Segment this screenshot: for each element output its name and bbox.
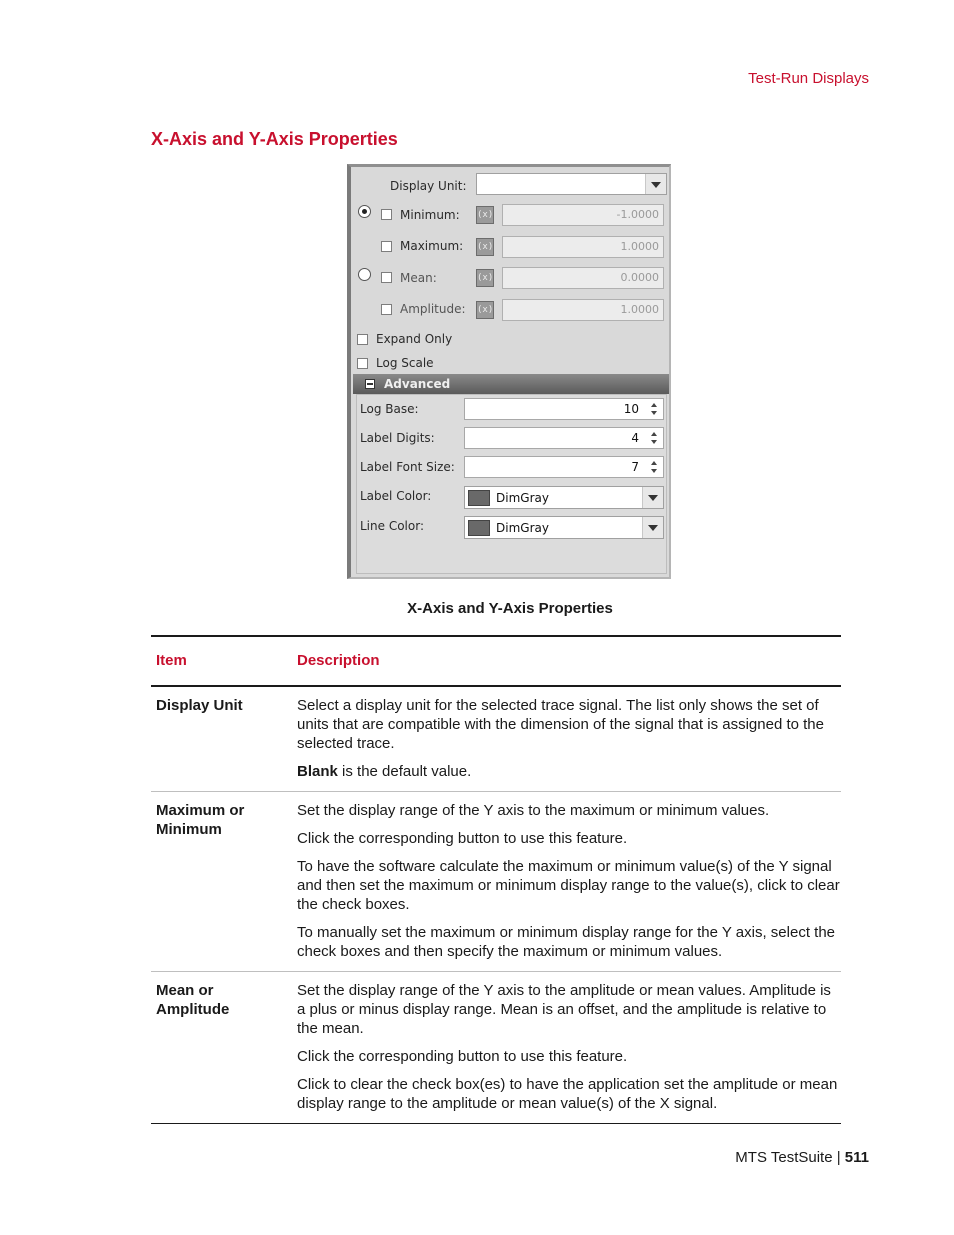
log-base-stepper[interactable] bbox=[464, 398, 664, 420]
mean-checkbox[interactable] bbox=[381, 272, 392, 283]
maximum-checkbox[interactable] bbox=[381, 241, 392, 252]
min-max-radio[interactable] bbox=[358, 205, 371, 218]
maximum-fx-icon[interactable]: (x) bbox=[476, 238, 494, 256]
mean-field[interactable]: 0.0000 bbox=[502, 267, 664, 289]
description-paragraph: Click the corresponding button to use this feature. bbox=[297, 830, 628, 847]
mean-label: Mean: bbox=[400, 271, 437, 285]
label-digits-stepper[interactable] bbox=[464, 427, 664, 449]
advanced-title: Advanced bbox=[384, 377, 451, 391]
mean-amplitude-radio[interactable] bbox=[358, 268, 371, 281]
page-number: 511 bbox=[844, 1149, 869, 1166]
mean-fx-icon[interactable]: (x) bbox=[476, 269, 494, 287]
label-font-size-stepper[interactable] bbox=[464, 456, 664, 478]
footer-product: MTS TestSuite | bbox=[735, 1149, 845, 1166]
expand-only-label: Expand Only bbox=[376, 332, 453, 346]
row-item: Mean or Amplitude bbox=[156, 982, 230, 1018]
display-unit-dropdown[interactable] bbox=[476, 173, 667, 195]
log-scale-label: Log Scale bbox=[376, 356, 434, 370]
amplitude-checkbox[interactable] bbox=[381, 304, 392, 315]
chevron-down-icon[interactable] bbox=[642, 517, 663, 538]
log-scale-checkbox[interactable] bbox=[357, 358, 368, 369]
description-paragraph: To manually set the maximum or minimum display range for the Y axis, select the check boxes and then specify the maximum or minimum values. bbox=[297, 924, 836, 960]
running-header: Test-Run Displays bbox=[748, 70, 869, 87]
description-paragraph: Set the display range of the Y axis to the maximum or minimum values. bbox=[297, 802, 770, 819]
row-item: Display Unit bbox=[156, 697, 243, 714]
line-color-dropdown[interactable] bbox=[464, 516, 664, 539]
maximum-label: Maximum: bbox=[400, 239, 464, 253]
amplitude-field[interactable]: 1.0000 bbox=[502, 299, 664, 321]
table-row bbox=[151, 687, 841, 792]
minimum-field[interactable]: -1.0000 bbox=[502, 204, 664, 226]
table-header bbox=[151, 637, 841, 687]
description-paragraph bbox=[297, 762, 841, 781]
spinner-arrows-icon[interactable] bbox=[647, 401, 661, 417]
chevron-down-icon[interactable] bbox=[642, 487, 663, 508]
chevron-down-icon[interactable] bbox=[645, 174, 666, 194]
header-item: Item bbox=[156, 652, 187, 669]
amplitude-label: Amplitude: bbox=[400, 302, 466, 316]
log-base-label: Log Base: bbox=[360, 402, 419, 416]
expand-only-checkbox[interactable] bbox=[357, 334, 368, 345]
label-digits-value: 4 bbox=[631, 431, 639, 445]
minimum-fx-icon[interactable]: (x) bbox=[476, 206, 494, 224]
label-font-size-value: 7 bbox=[631, 460, 639, 474]
label-color-dropdown[interactable] bbox=[464, 486, 664, 509]
section-title: X-Axis and Y-Axis Properties bbox=[151, 129, 398, 149]
minimum-checkbox[interactable] bbox=[381, 209, 392, 220]
amplitude-fx-icon[interactable]: (x) bbox=[476, 301, 494, 319]
label-color-swatch bbox=[468, 490, 490, 506]
collapse-icon[interactable] bbox=[365, 379, 375, 389]
minimum-label: Minimum: bbox=[400, 208, 460, 222]
page-footer bbox=[735, 1149, 869, 1166]
label-color-value: DimGray bbox=[496, 491, 549, 505]
spinner-arrows-icon[interactable] bbox=[647, 459, 661, 475]
axis-properties-panel bbox=[347, 164, 671, 579]
description-paragraph: Click to clear the check box(es) to have the application set the amplitude or mean display range to the amplitude or mean value(s) of the X signal. bbox=[297, 1076, 838, 1112]
row-item: Maximum or Minimum bbox=[156, 802, 245, 838]
description-paragraph: To have the software calculate the maximum or minimum value(s) of the Y signal and then set the maximum or minimum display range to the value(s), click to clear the check boxes. bbox=[297, 858, 840, 913]
label-color-label: Label Color: bbox=[360, 489, 432, 503]
table-row bbox=[151, 792, 841, 972]
line-color-label: Line Color: bbox=[360, 519, 424, 533]
maximum-field[interactable]: 1.0000 bbox=[502, 236, 664, 258]
description-paragraph: Click the corresponding button to use this feature. bbox=[297, 1048, 628, 1065]
header-description: Description bbox=[297, 652, 380, 669]
display-unit-label: Display Unit: bbox=[390, 179, 467, 193]
label-font-size-label: Label Font Size: bbox=[360, 460, 455, 474]
figure-caption: X-Axis and Y-Axis Properties bbox=[407, 600, 613, 617]
default-value-bold: Blank bbox=[297, 763, 338, 780]
row-description bbox=[297, 972, 841, 1123]
table-row bbox=[151, 972, 841, 1124]
properties-table bbox=[151, 635, 841, 1124]
label-digits-label: Label Digits: bbox=[360, 431, 435, 445]
default-value-text: is the default value. bbox=[337, 763, 472, 780]
line-color-value: DimGray bbox=[496, 521, 549, 535]
line-color-swatch bbox=[468, 520, 490, 536]
log-base-value: 10 bbox=[623, 402, 639, 416]
description-paragraph: Set the display range of the Y axis to the amplitude or mean values. Amplitude is a plus or minus display range. Mean is an offset, and the amplitude is relative to the mean. bbox=[297, 982, 831, 1037]
spinner-arrows-icon[interactable] bbox=[647, 430, 661, 446]
row-description bbox=[297, 687, 841, 791]
advanced-section-header[interactable] bbox=[353, 374, 669, 394]
description-paragraph: Select a display unit for the selected trace signal. The list only shows the set of units that are compatible with the dimension of the signal that is assigned to the selected trace. bbox=[297, 697, 824, 752]
row-description bbox=[297, 792, 841, 971]
advanced-section-body bbox=[356, 394, 667, 574]
